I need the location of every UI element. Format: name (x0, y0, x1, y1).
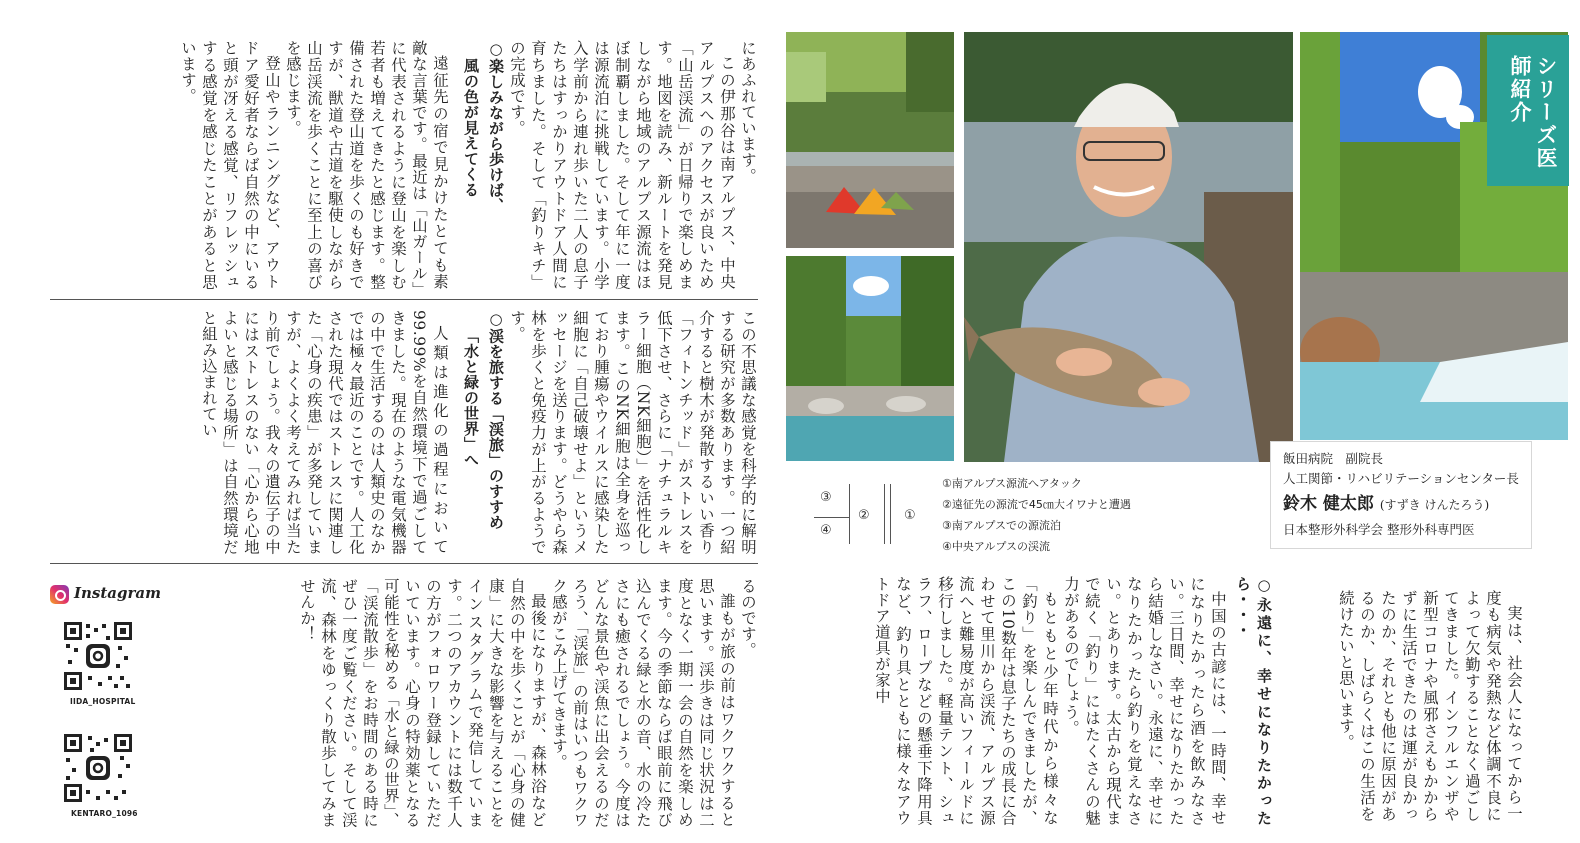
qr-code-iida-hospital[interactable] (62, 620, 134, 692)
caption-vline-c (890, 484, 891, 544)
article-column-2 (792, 576, 1274, 826)
c2-paragraph-2: もともと少年時代から様々な「釣り」を楽しんできましたが、この10数年は息子たちの成長に合わせて里川から渓流、アルプス源流へと難易度が高いフィールドに移行しました。軽量テント、シュラフ、ロープなどの懸垂下降用具など、釣り具とともに様々なアウトドア道具が家中 (873, 576, 1059, 826)
article-column-1 (1300, 590, 1524, 822)
c3-paragraph-2: 遠征先の宿で見かけたとても素敵な言葉です。最近は「山ガール」に代表されるように登山を楽しむ若者も増えてきたと感じます。整備された登山道を歩くのも好きですが、獣道や古道を駆使しながら山岳渓流を歩くことに至上の喜びを感じます。 (284, 40, 449, 290)
c3-heading-2: 風の色が見えてくる (462, 58, 480, 198)
caption-vline-b (884, 484, 885, 544)
series-doctor-intro-tag: シリーズ医師紹介 (1487, 35, 1569, 186)
photo-central-alps-stream (786, 256, 954, 461)
c2-paragraph-1: 中国の古諺には、一時間、幸せになりたかったら酒を飲みなさい。三日間、幸せになりたかったら結婚しなさい。永遠に、幸せになりたかったら釣りを覚えなさい。とあります。太古から現代まで続く「釣り」にはたくさんの魅力があるのでしょう。 (1062, 576, 1227, 826)
c3-paragraph-0: にあふれています。 (739, 40, 757, 184)
article-column-5 (165, 578, 758, 828)
caption-num-4: ④ (820, 523, 832, 538)
caption-num-3: ③ (820, 490, 832, 505)
instagram-wordmark: Instagram (74, 584, 161, 602)
profile-center: 人工関節・リハビリテーションセンター長 (1283, 471, 1519, 486)
doctor-profile-card (1270, 441, 1532, 549)
qr-code-kentaro[interactable] (62, 732, 134, 804)
c4-paragraph-1: 人類は進化の過程において99.99%を自然環境下で過ごしてきました。現在のような電気機器の中で生活するのは人類史のなかでは極々最近のことです。人工化された現代ではストレスに関連した「心身の疾患」が多発していますが、よくよく考えてみれば当たり前でしょう。我々の遺伝子の中にはストレスのない「心から心地よいと感じる場所」は自然環境だと組み込まれてい (200, 310, 449, 555)
c5-paragraph-1: 誰もが旅の前はワクワクすると思います。渓歩きは同じ状況は二度となく一期一会の自然を楽しめます。今の季節ならば眼前に飛び込んでくる緑と水の音、水の冷たさにも癒されるでしょう。今度はどんな景色や渓魚に出会えるのだろう、「渓旅」の前はいつもワクワク感がこみ上げてきます。 (550, 578, 736, 828)
c4-heading: ○渓を旅する「渓旅」のすすめ (487, 310, 505, 530)
c3-paragraph-3: 登山やランニングなど、アウトドア愛好者ならば自然の中にいると頭が冴える感覚、リフレッシュする感覚を感じたことがあると思います。 (179, 40, 281, 290)
c3-paragraph-1: この伊那谷は南アルプス、中央アルプスへのアクセスが良いため「山岳渓流」が日帰りで楽しめます。地図を読み、新ルートを発見しながら地域のアルプス源流はほぼ制覇しました。そして年に一度は源流泊に挑戦しています。小学入学前から連れ歩いた二人の息子たちはすっかりアウトドア人間に育ちました。そして「釣りキチ」の完成です。 (508, 40, 736, 290)
c3-heading: ○楽しみながら歩けば、 (487, 40, 505, 214)
caption-num-1: ① (904, 508, 916, 523)
caption-item-1: ①南アルプス源流へアタック (942, 477, 1082, 490)
column-divider-1 (50, 299, 758, 300)
caption-num-2: ② (858, 508, 870, 523)
photo-tents-camp (786, 32, 954, 248)
c4-paragraph-0: この不思議な感覚を科学的に解明する研究が多数あります。一つ紹介すると樹木が発散するいい香り「フィトンチッド」がストレスを低下させ、さらに「ナチュラルキラー細胞（NK細胞）」を活性化します。このNK細胞は全身を巡っており腫瘍やウイルスに感染した細胞に「自己破壊せよ」というメッセージを送ります。どうやら森林を歩くと免疫力が上がるようです。 (508, 310, 757, 555)
caption-item-2: ②遠征先の源流で45㎝大イワナと遭遇 (942, 498, 1131, 511)
profile-position: 飯田病院 副院長 (1283, 451, 1384, 466)
c2-heading: ○永遠に、幸せになりたかったら・・・ (1234, 576, 1273, 826)
photo-angler-with-char (964, 32, 1293, 462)
c4-heading-2: 「水と緑の世界」へ (462, 328, 480, 468)
c5-paragraph-0: るのです。 (739, 578, 757, 658)
article-column-3 (50, 40, 758, 290)
column-divider-2 (50, 563, 758, 564)
caption-vline-a (849, 484, 850, 544)
profile-name-text: 鈴木 健太郎 (1283, 494, 1374, 514)
instagram-header (48, 584, 161, 625)
c1-paragraph-1: 実は、社会人になってから一度も病気や発熱など体調不良によって欠勤することなく過ごしてきました。インフルエンザや新型コロナや風邪さえもかからずに生活できたのは運が良かったのか、それとも他に原因があるのか、しばらくはこの生活を続けたいと思います。 (1337, 590, 1523, 822)
caption-hline (814, 517, 849, 518)
c5-paragraph-2: 最後になりますが、森林浴など自然の中を歩くことが「心身の健康」に大きな影響を与えることをインスタグラムで発信しています。二つのアカウントには数千人の方がフォロワー登録していただいています。心身の特効薬となる可能性を秘める「水と緑の世界」、「渓流散歩」をお時間のある時にぜひ一度ご覧ください。そして渓流、森林をゆっくり散歩してみませんか！ (298, 578, 547, 828)
photo-caption-list (942, 473, 1131, 557)
article-column-4 (50, 310, 758, 555)
qr-label-iida-hospital: IIDA_HOSPITAL (70, 697, 136, 706)
caption-item-4: ④中央アルプスの渓流 (942, 540, 1050, 553)
instagram-icon (50, 585, 69, 604)
profile-name (1283, 491, 1531, 519)
profile-name-kana: (すずき けんたろう) (1379, 498, 1490, 512)
profile-credential: 日本整形外科学会 整形外科専門医 (1283, 522, 1475, 537)
caption-item-3: ③南アルプスでの源流泊 (942, 519, 1061, 532)
qr-label-kentaro: KENTARO_1096 (71, 809, 138, 818)
